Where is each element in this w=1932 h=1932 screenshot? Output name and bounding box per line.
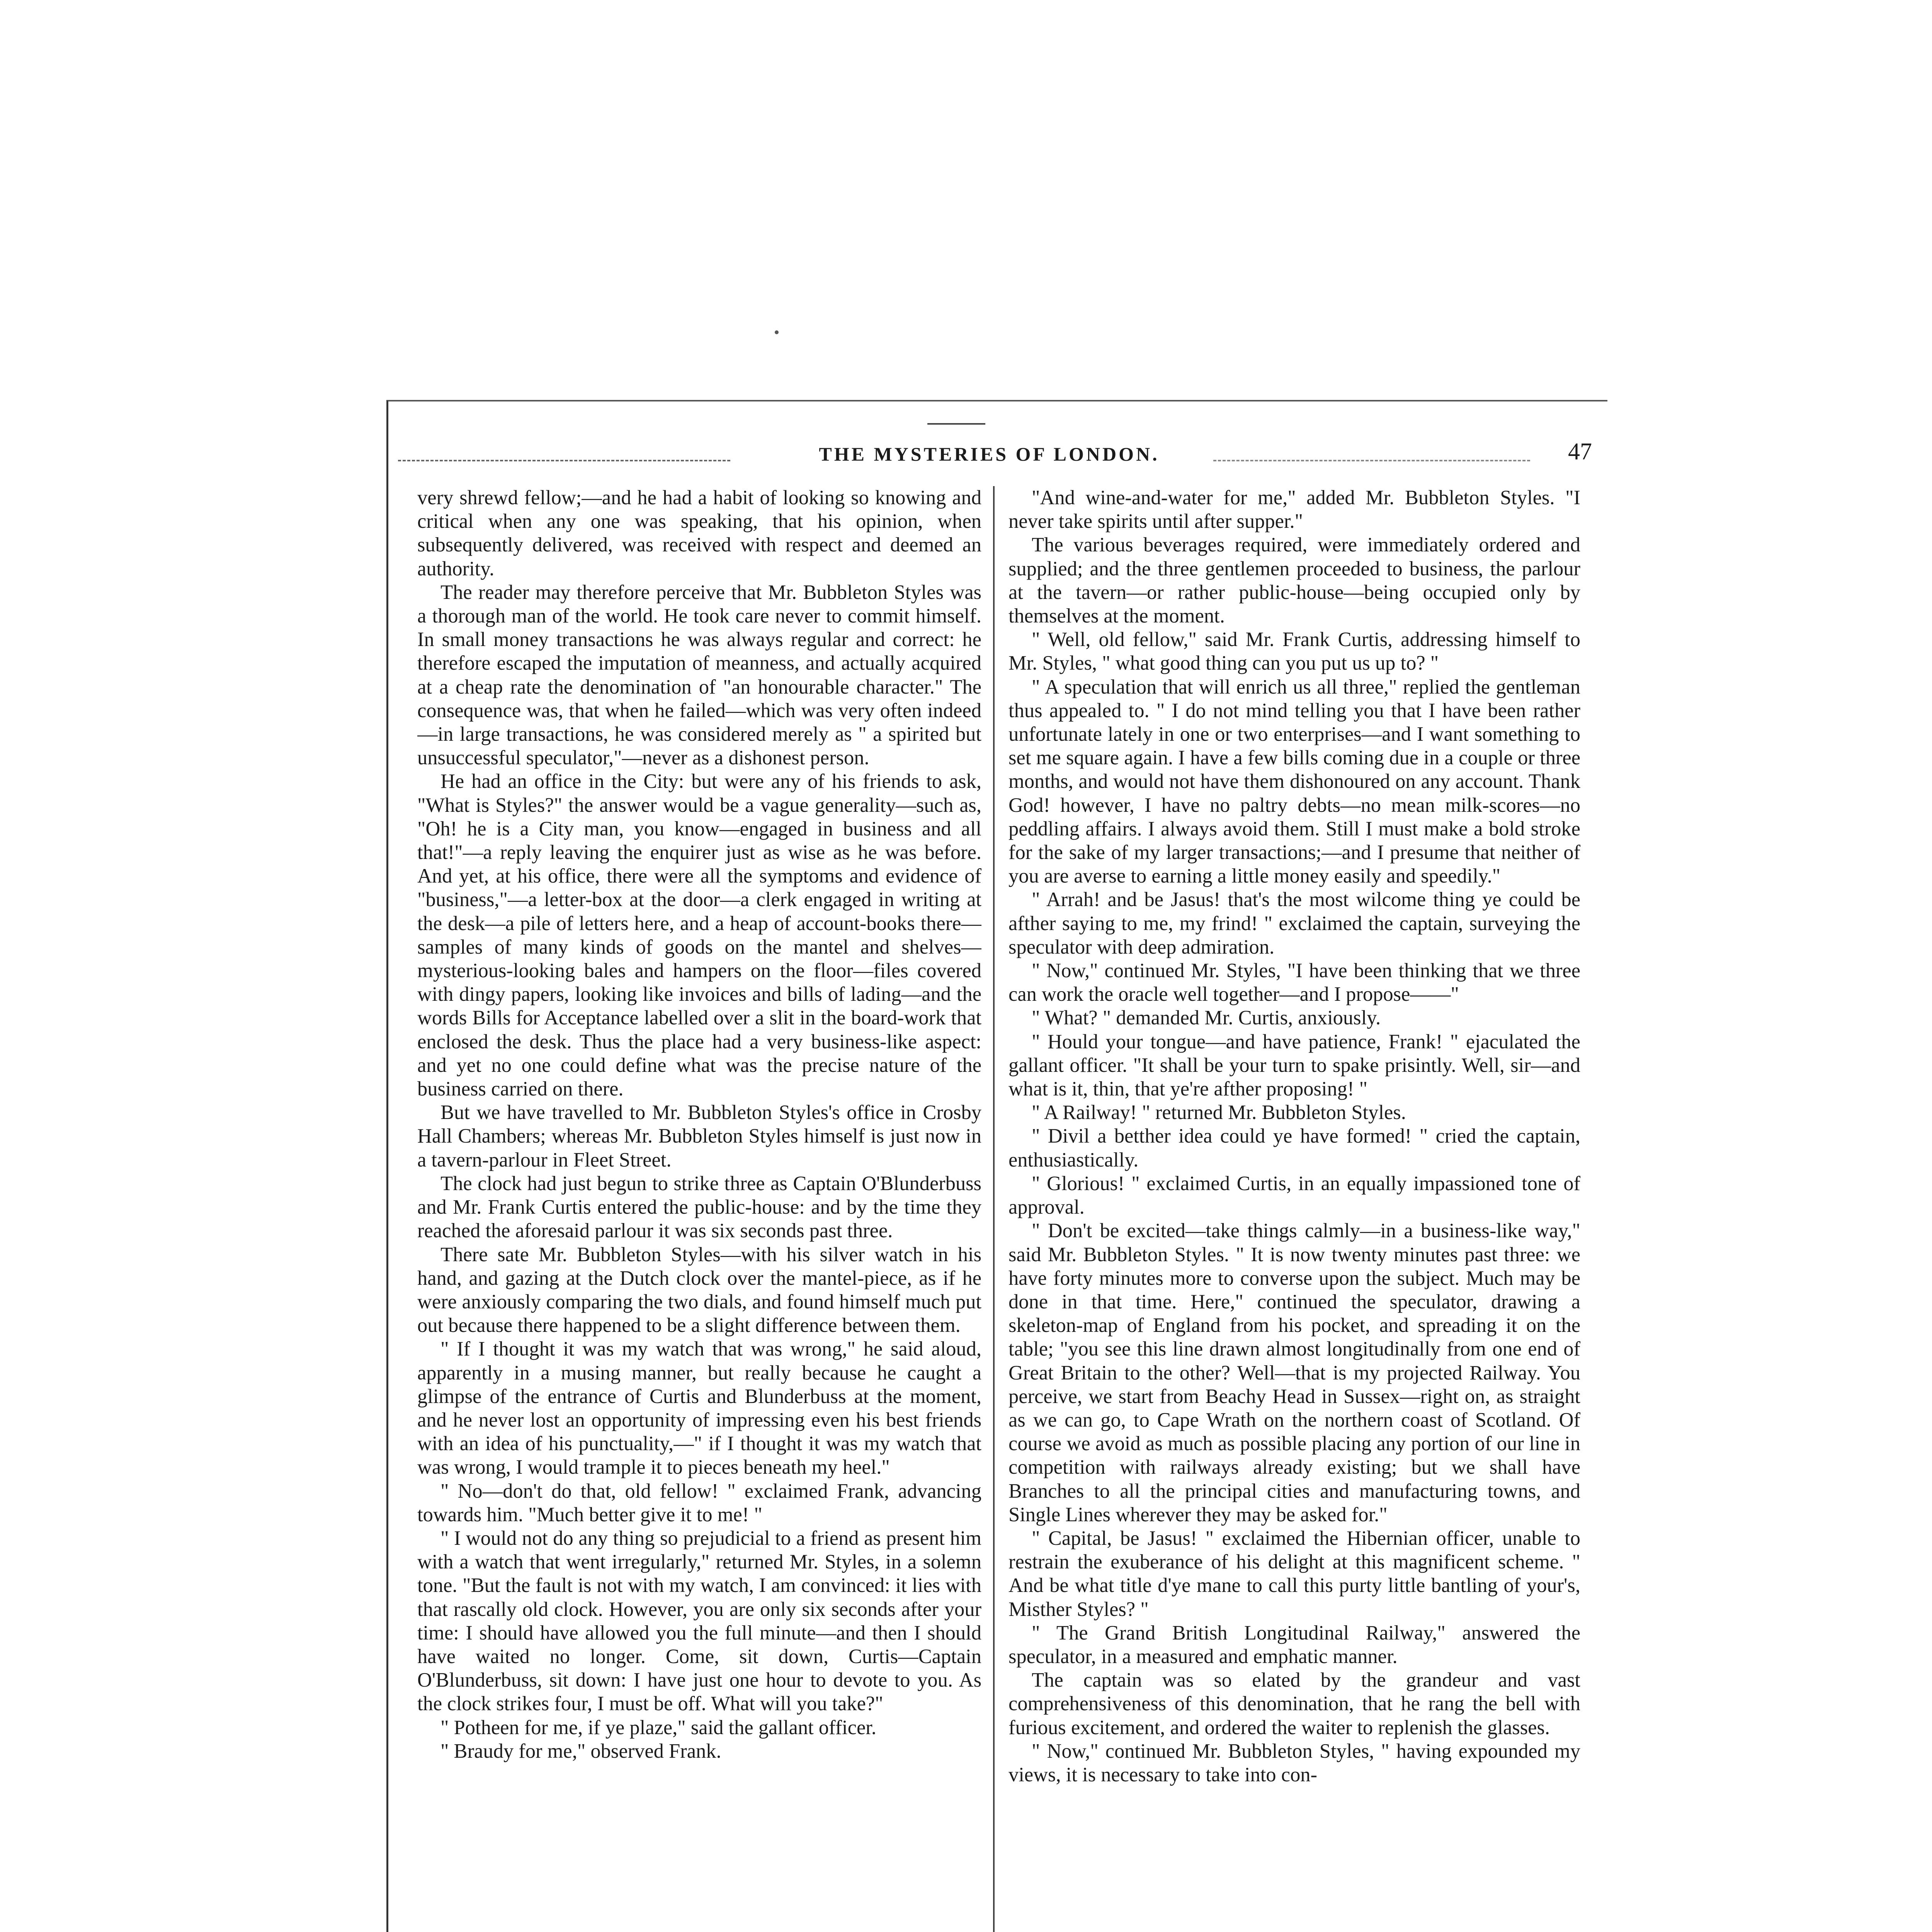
header-rule-right [1213, 460, 1530, 461]
paragraph: The clock had just begun to strike three as Captain O'Blunderbuss and Mr. Frank Curtis entered the public-house: and by the time they reached the aforesaid parlour it was six seconds past three. [417, 1172, 981, 1242]
paragraph: " Braudy for me," observed Frank. [440, 1740, 721, 1762]
paragraph: very shrewd fellow;—and he had a habit of looking so knowing and critical when any one was speaking, that his opinion, when subsequently delivered, was received with respect and deemed an authority. [417, 486, 981, 580]
right-column [1009, 486, 1580, 1932]
paragraph: There sate Mr. Bubbleton Styles—with his silver watch in his hand, and gazing at the Dutch clock over the mantel-piece, as if he were anxiously comparing the two dials, and found himself much put out because there happened to be a slight difference between them. [417, 1243, 981, 1337]
left-column [417, 486, 981, 1932]
paragraph: The captain was so elated by the grandeur and vast comprehensiveness of this denomination, that he rang the bell with furious excitement, and ordered the waiter to replenish the glasses. [1009, 1669, 1580, 1739]
paragraph: " Now," continued Mr. Bubbleton Styles, " having expounded my views, it is necessary to take into con- [1009, 1740, 1580, 1786]
page-number: 47 [1568, 439, 1592, 465]
paragraph: The reader may therefore perceive that Mr. Bubbleton Styles was a thorough man of the world. He took care never to commit himself. In small money transactions he was always regular and correct: he therefore escaped the imputation of meanness, and actually acquired at a cheap rate the denomination of "an honourable character." The consequence was, that when he failed—which was very often indeed—in large transactions, he was considered merely as " a spirited but unsuccessful speculator,"—never as a dishonest person. [417, 581, 981, 769]
paragraph: He had an office in the City: but were any of his friends to ask, "What is Styles?" the answer would be a vague generality—such as, "Oh! he is a City man, you know—engaged in business and all that!"—a reply leaving the enquirer just as wise as he was before. And yet, at his office, there were all the symptoms and evidence of "business,"—a letter-box at the door—a clerk engaged in writing at the desk—a pile of letters here, and a heap of account-books there—samples of many kinds of goods on the mantel and shelves—mysterious-looking bales and hampers on the floor—files covered with dingy papers, looking like invoices and bills of lading—and the words Bills for Acceptance labelled over a slit in the board-work that enclosed the desk. Thus the place had a very business-like aspect: and yet no one could define what was the precise nature of the business carried on there. [417, 770, 981, 1100]
paragraph: But we have travelled to Mr. Bubbleton Styles's office in Crosby Hall Chambers; whereas Mr. Bubbleton Styles himself is just now in a tavern-parlour in Fleet Street. [417, 1101, 981, 1171]
paragraph: " Well, old fellow," said Mr. Frank Curtis, addressing himself to Mr. Styles, " what good thing can you put us up to? " [1009, 628, 1580, 675]
paragraph: " Glorious! " exclaimed Curtis, in an equally impassioned tone of approval. [1009, 1172, 1580, 1219]
paragraph: " What? " demanded Mr. Curtis, anxiously. [1032, 1007, 1381, 1029]
paragraph: " If I thought it was my watch that was wrong," he said aloud, apparently in a musing manner, but really because he caught a glimpse of the entrance of Curtis and Blunderbuss at the moment, and he never lost an opportunity of impressing even his best friends with an idea of his punctuality,—" if I thought it was my watch that was wrong, I would trample it to pieces beneath my heel." [417, 1338, 981, 1479]
paragraph: " Potheen for me, if ye plaze," said the gallant officer. [440, 1716, 876, 1739]
paragraph: " Hould your tongue—and have patience, Frank! " ejaculated the gallant officer. "It shall be your turn to spake prisintly. Well, sir—and what is it, thin, that ye're afther proposing! " [1009, 1030, 1580, 1100]
paragraph: " A speculation that will enrich us all three," replied the gentleman thus appealed to. " I do not mind telling you that I have been rather unfortunate lately in one or two enterprises—and I want something to set me square again. I have a few bills coming due in a couple or three months, and would not have them dishonoured on any account. Thank God! however, I have no paltry debts—no mean milk-scores—no peddling affairs. I always avoid them. Still I must make a bold stroke for the sake of my larger transactions;—and I presume that neither of you are averse to earning a little money easily and speedily." [1009, 675, 1580, 888]
paragraph: " Capital, be Jasus! " exclaimed the Hibernian officer, unable to restrain the exuberance of his delight at this magnificent scheme. " And be what title d'ye mane to call this purty little bantling of your's, Misther Styles? " [1009, 1527, 1580, 1621]
paragraph: " No—don't do that, old fellow! " exclaimed Frank, advancing towards him. "Much better give it to me! " [417, 1480, 981, 1526]
paragraph: " Arrah! and be Jasus! that's the most wilcome thing ye could be afther saying to me, my frind! " exclaimed the captain, surveying the speculator with deep admiration. [1009, 888, 1580, 958]
page-header [390, 437, 1607, 479]
paragraph: "And wine-and-water for me," added Mr. Bubbleton Styles. "I never take spirits until after supper." [1009, 486, 1580, 533]
paragraph: " Divil a betther idea could ye have formed! " cried the captain, enthusiastically. [1009, 1125, 1580, 1171]
ink-speck [775, 330, 779, 334]
paragraph: The various beverages required, were immediately ordered and supplied; and the three gentlemen proceeded to business, the parlour at the tavern—or rather public-house—being occupied only by themselves at the moment. [1009, 534, 1580, 628]
paragraph: " Now," continued Mr. Styles, "I have been thinking that we three can work the oracle well together—and I propose——" [1009, 959, 1580, 1006]
running-title: THE MYSTERIES OF LONDON. [819, 443, 1160, 465]
header-top-rule [927, 423, 985, 425]
header-rule-left [398, 460, 730, 461]
paragraph: " Don't be excited—take things calmly—in a business-like way," said Mr. Bubbleton Styles. " It is now twenty minutes past three: we have forty minutes more to converse upon the subject. Much may be done in that time. Here," continued the speculator, drawing a skeleton-map of England from his pocket, and spreading it on the table; "you see this line drawn almost longitudinally from one end of Great Britain to the other? Well—that is my projected Railway. You perceive, we start from Beachy Head in Sussex—right on, as straight as we can go, to Cape Wrath on the northern coast of Scotland. Of course we avoid as much as possible placing any portion of our line in competition with railways already existing; but we shall have Branches to all the principal cities and manufacturing towns, and Single Lines wherever they may be asked for." [1009, 1219, 1580, 1526]
paragraph: " A Railway! " returned Mr. Bubbleton Styles. [1032, 1101, 1406, 1124]
paragraph: " The Grand British Longitudinal Railway," answered the speculator, in a measured and emphatic manner. [1009, 1621, 1580, 1668]
paragraph: " I would not do any thing so prejudicial to a friend as present him with a watch that went irregularly," returned Mr. Styles, in a solemn tone. "But the fault is not with my watch, I am convinced: it lies with that rascally old clock. However, you are only six seconds after your time: I should have allowed you the full minute—and then I should have waited no longer. Come, sit down, Curtis—Captain O'Blunderbuss, sit down: I have just one hour to devote to you. As the clock strikes four, I must be off. What will you take?" [417, 1527, 981, 1715]
column-divider [993, 486, 995, 1932]
